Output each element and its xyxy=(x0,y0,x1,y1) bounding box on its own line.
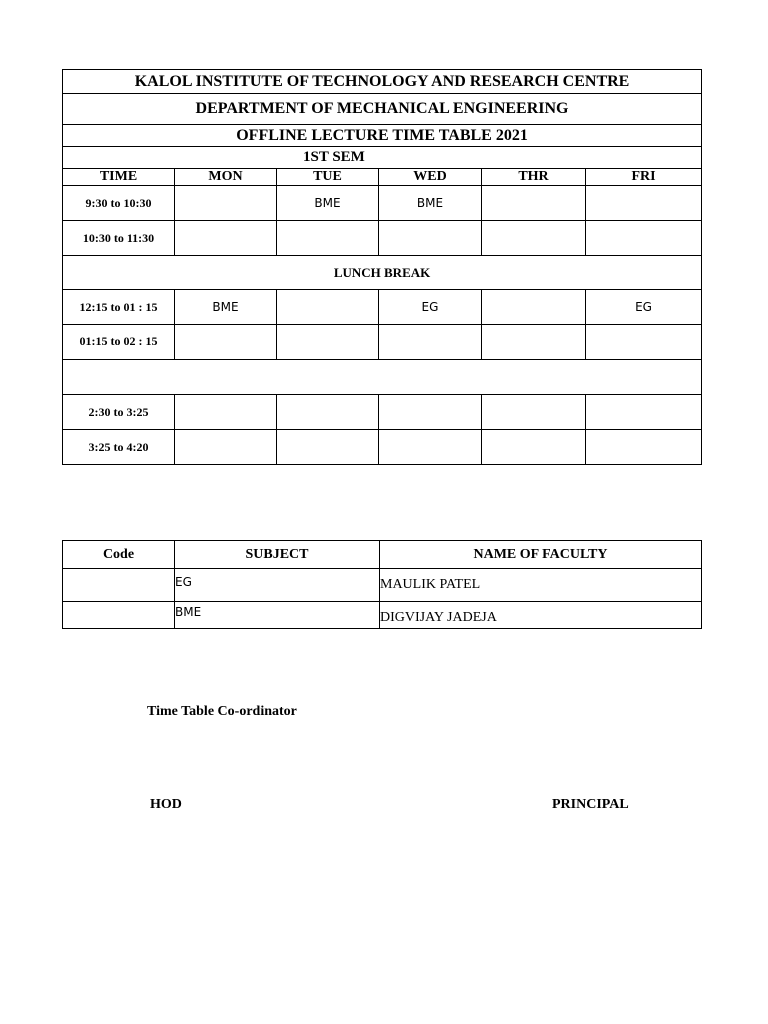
col-header-fri: FRI xyxy=(586,169,702,186)
slot-cell xyxy=(586,186,702,221)
time-slot: 01:15 to 02 : 15 xyxy=(63,325,175,360)
time-slot: 10:30 to 11:30 xyxy=(63,221,175,256)
lunch-break-row: LUNCH BREAK xyxy=(63,256,702,290)
col-header-wed: WED xyxy=(379,169,482,186)
faculty-name-cell: MAULIK PATEL xyxy=(380,569,702,602)
time-slot: 9:30 to 10:30 xyxy=(63,186,175,221)
table-row xyxy=(63,569,702,602)
table-row xyxy=(63,221,702,256)
subject-cell: BME xyxy=(175,602,380,629)
slot-cell xyxy=(277,325,379,360)
slot-cell xyxy=(175,221,277,256)
time-slot: 2:30 to 3:25 xyxy=(63,395,175,430)
slot-cell: BME xyxy=(277,186,379,221)
principal-signature-label: PRINCIPAL xyxy=(552,797,629,812)
code-cell xyxy=(63,569,175,602)
hod-signature-label: HOD xyxy=(150,797,182,812)
col-header-mon: MON xyxy=(175,169,277,186)
slot-cell xyxy=(482,430,586,465)
table-row xyxy=(63,395,702,430)
slot-cell: EG xyxy=(586,290,702,325)
slot-cell: BME xyxy=(379,186,482,221)
slot-cell xyxy=(379,221,482,256)
slot-cell xyxy=(586,221,702,256)
slot-cell xyxy=(175,430,277,465)
slot-cell xyxy=(379,395,482,430)
slot-cell xyxy=(175,186,277,221)
faculty-table xyxy=(62,540,702,629)
table-row xyxy=(63,186,702,221)
empty-break-row xyxy=(63,360,702,395)
col-header-subject: SUBJECT xyxy=(175,541,380,569)
slot-cell xyxy=(482,290,586,325)
time-slot: 3:25 to 4:20 xyxy=(63,430,175,465)
slot-cell: BME xyxy=(175,290,277,325)
slot-cell xyxy=(379,325,482,360)
code-cell xyxy=(63,602,175,629)
col-header-tue: TUE xyxy=(277,169,379,186)
time-slot: 12:15 to 01 : 15 xyxy=(63,290,175,325)
table-row xyxy=(63,290,702,325)
col-header-time: TIME xyxy=(63,169,175,186)
slot-cell xyxy=(586,325,702,360)
slot-cell xyxy=(482,186,586,221)
slot-cell: EG xyxy=(379,290,482,325)
institute-name: KALOL INSTITUTE OF TECHNOLOGY AND RESEARCH CENTRE xyxy=(63,70,702,94)
table-row xyxy=(63,602,702,629)
faculty-header-row xyxy=(63,541,702,569)
semester-label: 1ST SEM xyxy=(63,147,702,169)
slot-cell xyxy=(277,395,379,430)
coordinator-signature-label: Time Table Co-ordinator xyxy=(147,704,297,719)
slot-cell xyxy=(379,430,482,465)
department-name: DEPARTMENT OF MECHANICAL ENGINEERING xyxy=(63,94,702,125)
slot-cell xyxy=(482,395,586,430)
slot-cell xyxy=(277,430,379,465)
col-header-thr: THR xyxy=(482,169,586,186)
table-row xyxy=(63,325,702,360)
slot-cell xyxy=(277,221,379,256)
slot-cell xyxy=(586,430,702,465)
slot-cell xyxy=(482,221,586,256)
slot-cell xyxy=(175,325,277,360)
column-header-row xyxy=(63,169,702,186)
slot-cell xyxy=(586,395,702,430)
slot-cell xyxy=(277,290,379,325)
timetable xyxy=(62,69,702,465)
faculty-name-cell: DIGVIJAY JADEJA xyxy=(380,602,702,629)
table-row xyxy=(63,430,702,465)
subject-cell: EG xyxy=(175,569,380,602)
timetable-title: OFFLINE LECTURE TIME TABLE 2021 xyxy=(63,125,702,147)
col-header-code: Code xyxy=(63,541,175,569)
col-header-faculty: NAME OF FACULTY xyxy=(380,541,702,569)
slot-cell xyxy=(482,325,586,360)
slot-cell xyxy=(175,395,277,430)
